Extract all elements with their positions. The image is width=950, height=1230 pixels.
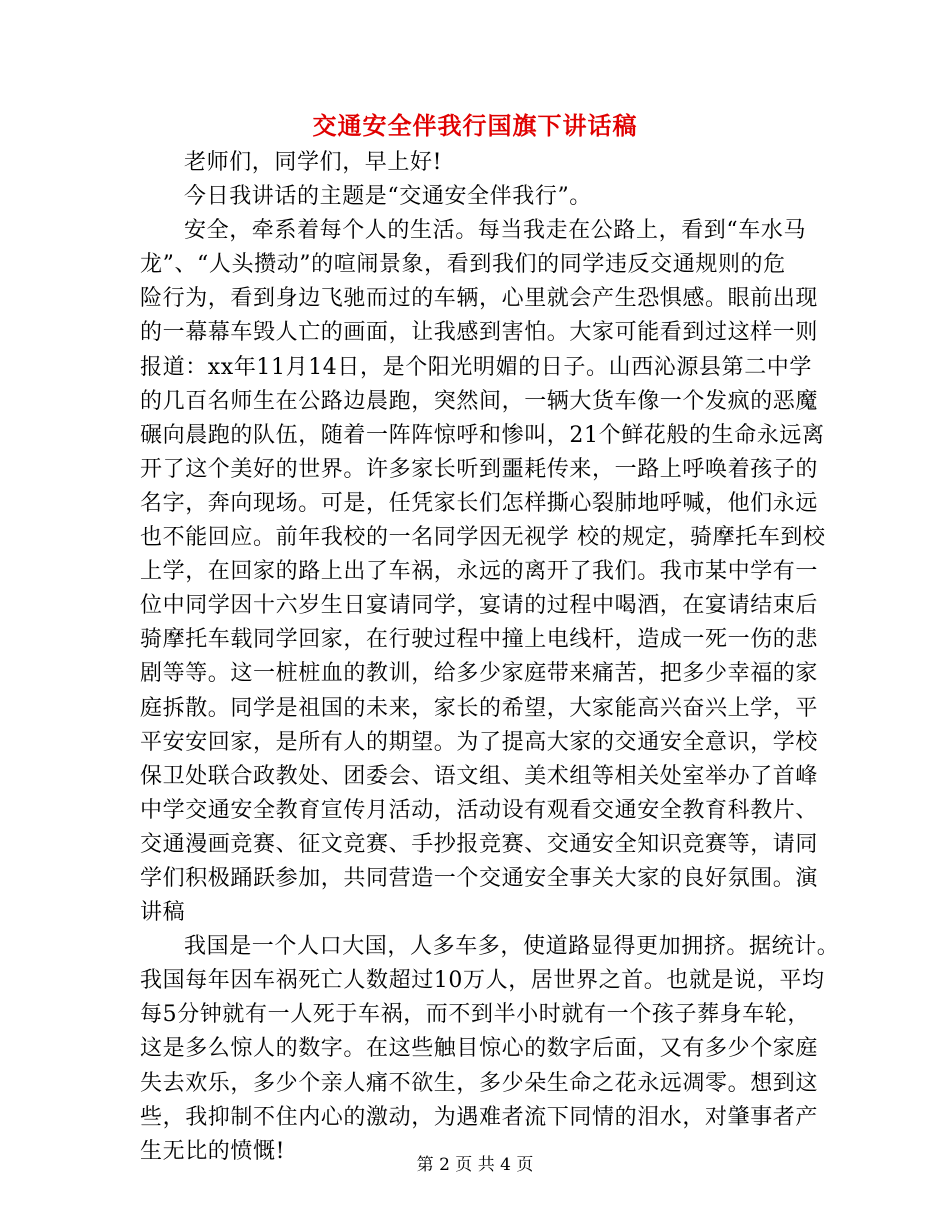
text-line: 保卫处联合政教处、团委会、语文组、美术组等相关处室举办了首峰 [140, 763, 819, 789]
text-line: 也不能回应。前年我校的一名同学因无视学 校的规定，骑摩托车到校 [140, 525, 826, 551]
text-line: 失去欢乐，多少个亲人痛不欲生，多少朵生命之花永远凋零。想到这 [140, 1070, 819, 1096]
text-line: 碾向晨跑的队伍，随着一阵阵惊呼和惨叫，21个鲜花般的生命永远离 [140, 422, 825, 448]
text-line: 险行为，看到身边飞驰而过的车辆，心里就会产生恐惧感。眼前出现 [140, 286, 819, 312]
document-body [140, 146, 840, 1169]
text-line: 庭拆散。同学是祖国的未来，家长的希望，大家能高兴奋兴上学，平 [140, 695, 819, 721]
text-line: 上学，在回家的路上出了车祸，永远的离开了我们。我市某中学有一 [140, 559, 819, 585]
text-line: 每5分钟就有一人死于车祸，而不到半小时就有一个孩子葬身车轮， [140, 1002, 810, 1028]
text-line: 骑摩托车载同学回家，在行驶过程中撞上电线杆，造成一死一伤的悲 [140, 627, 819, 653]
text-line: 这是多么惊人的数字。在这些触目惊心的数字后面，又有多少个家庭 [140, 1036, 819, 1062]
text-line: 今日我讲话的主题是“交通安全伴我行”。 [184, 184, 592, 210]
text-line: 平安安回家，是所有人的期望。为了提高大家的交通安全意识，学校 [140, 729, 819, 755]
text-line: 的一幕幕车毁人亡的画面，让我感到害怕。大家可能看到过这样一则 [140, 320, 819, 346]
text-line: 位中同学因十六岁生日宴请同学，宴请的过程中喝酒，在宴请结束后 [140, 593, 819, 619]
document-title: 交通安全伴我行国旗下讲话稿 [312, 111, 638, 140]
text-line: 开了这个美好的世界。许多家长听到噩耗传来，一路上呼唤着孩子的 [140, 456, 819, 482]
text-line: 名字，奔向现场。可是，任凭家长们怎样撕心裂肺地呼喊，他们永远 [140, 490, 819, 516]
text-line: 学们积极踊跃参加，共同营造一个交通安全事关大家的良好氛围。演 [140, 865, 819, 891]
text-line: 龙”、“人头攒动”的喧闹景象，看到我们的同学违反交通规则的危 [140, 252, 786, 278]
text-line: 老师们，同学们，早上好! [184, 150, 443, 175]
text-line: 报道：xx年11月14日，是个阳光明媚的日子。山西沁源县第二中学 [140, 354, 813, 380]
text-line: 讲稿 [140, 900, 186, 926]
text-line: 的几百名师生在公路边晨跑，突然间，一辆大货车像一个发疯的恶魔 [140, 388, 819, 414]
text-line: 剧等等。这一桩桩血的教训，给多少家庭带来痛苦，把多少幸福的家 [140, 661, 819, 687]
text-line: 些，我抑制不住内心的激动，为遇难者流下同情的泪水，对肇事者产 [140, 1104, 819, 1130]
text-line: 生无比的愤慨! [140, 1138, 286, 1164]
text-line: 安全，牵系着每个人的生活。每当我走在公路上，看到“车水马 [184, 218, 807, 244]
text-line: 中学交通安全教育宣传月活动，活动设有观看交通安全教育科教片、 [140, 797, 819, 823]
text-line: 我国是一个人口大国，人多车多，使道路显得更加拥挤。据统计。 [184, 934, 840, 960]
text-line: 交通漫画竞赛、征文竞赛、手抄报竞赛、交通安全知识竞赛等，请同 [140, 831, 819, 857]
text-line: 我国每年因车祸死亡人数超过10万人，居世界之首。也就是说，平均 [140, 968, 825, 994]
page-number: 第 2 页 共 4 页 [416, 1155, 534, 1175]
